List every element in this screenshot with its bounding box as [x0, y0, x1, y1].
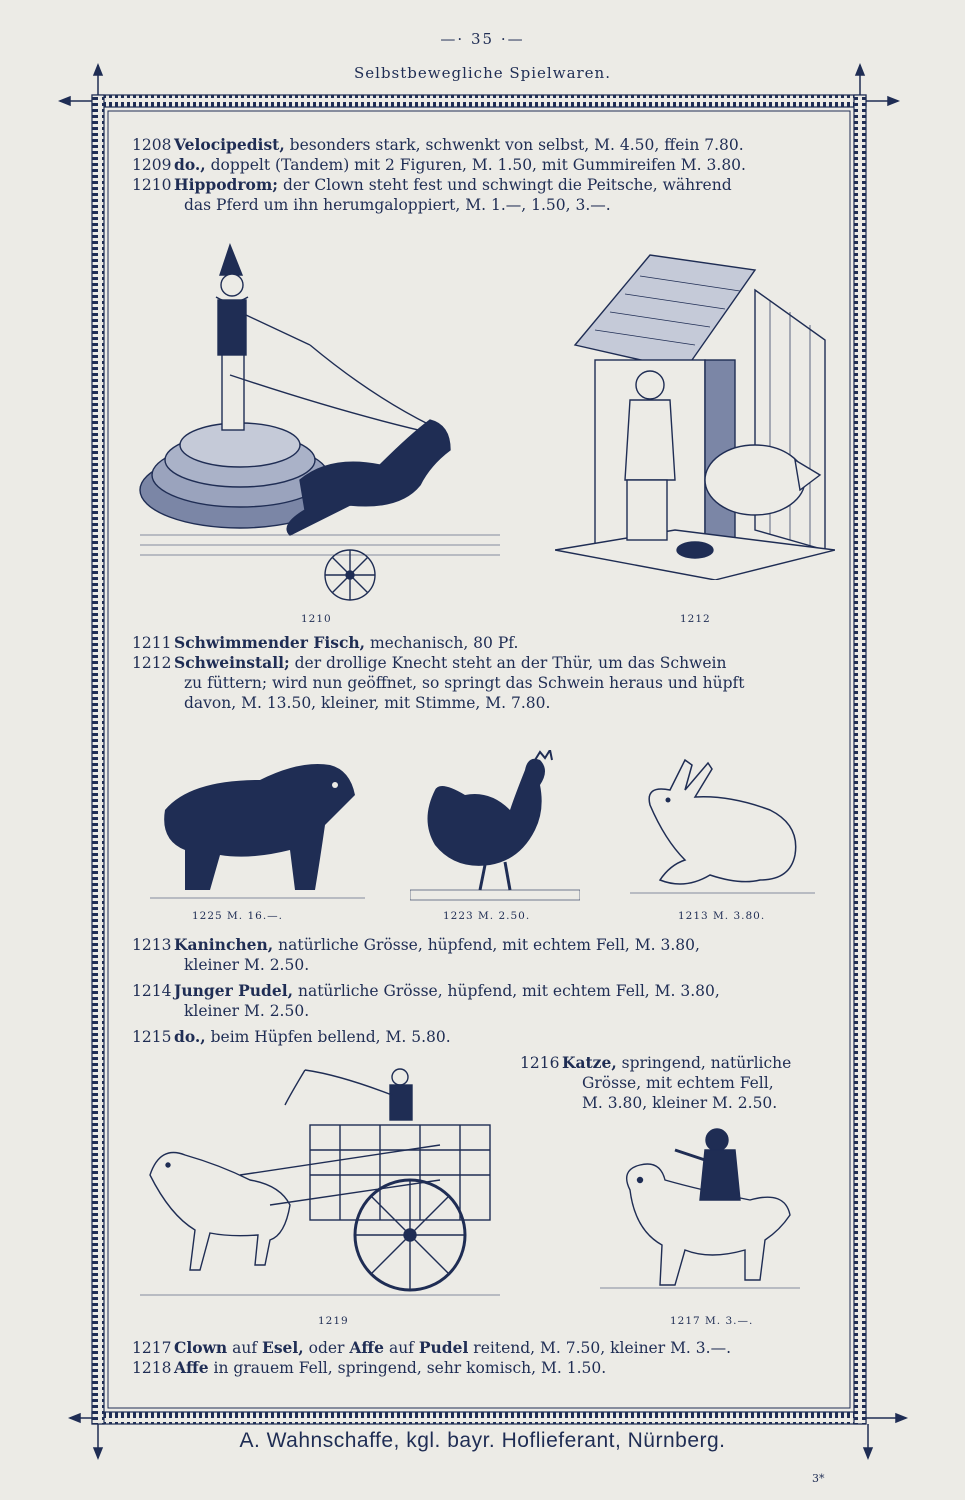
rabbit-illustration — [630, 755, 815, 900]
caption-1225: 1225 M. 16.—. — [192, 910, 284, 922]
signature-mark: 3* — [812, 1472, 825, 1485]
bear-illustration — [150, 740, 365, 905]
caption-1212: 1212 — [680, 613, 711, 625]
entry-1217: 1217 Clown auf Esel, oder Affe auf Pudel reitend, M. 7.50, kleiner M. 3.—. — [132, 1338, 732, 1357]
caption-1219: 1219 — [318, 1315, 349, 1327]
entry-1211: 1211 Schwimmender Fisch, mechanisch, 80 Pf. — [132, 633, 519, 652]
entries-top — [132, 135, 842, 215]
donkey-cart-illustration — [140, 1065, 500, 1310]
publisher-imprint: A. Wahnschaffe, kgl. bayr. Hoflieferant, Nürnberg. — [239, 1429, 726, 1452]
pigsty-illustration — [555, 250, 835, 580]
entry-1214: 1214 Junger Pudel, natürliche Grösse, hüpfend, mit echtem Fell, M. 3.80, kleiner M. 2.50. — [132, 981, 720, 1020]
caption-1213: 1213 M. 3.80. — [678, 910, 766, 922]
hippodrome-illustration — [130, 235, 510, 605]
page-number: —· 35 ·— — [440, 30, 525, 48]
entry-1209: 1209 do., doppelt (Tandem) mit 2 Figuren, M. 1.50, mit Gummireifen M. 3.80. — [132, 155, 746, 174]
entries-mid — [132, 633, 842, 713]
entry-1216: 1216 Katze, springend, natürliche Grösse, mit echtem Fell, M. 3.80, kleiner M. 2.50. — [520, 1053, 792, 1112]
entries-low — [132, 935, 842, 1047]
caption-1210: 1210 — [301, 613, 332, 625]
caption-1223: 1223 M. 2.50. — [443, 910, 531, 922]
entry-1213: 1213 Kaninchen, natürliche Grösse, hüpfend, mit echtem Fell, M. 3.80, kleiner M. 2.50. — [132, 935, 700, 974]
entry-1212: 1212 Schweinstall; der drollige Knecht steht an der Thür, um das Schwein zu füttern; wird nun geöffnet, so springt das Schwein heraus und hüpft davon, M. 13.50, kleiner, mit Stimme, M. 7.80. — [132, 653, 745, 712]
running-head: Selbstbewegliche Spielwaren. — [354, 64, 611, 82]
caption-1217: 1217 M. 3.—. — [670, 1315, 754, 1327]
entry-1208: 1208 Velocipedist, besonders stark, schwenkt von selbst, M. 4.50, ffein 7.80. — [132, 135, 744, 154]
entries-bottom — [132, 1338, 842, 1378]
entry-1215: 1215 do., beim Hüpfen bellend, M. 5.80. — [132, 1027, 451, 1046]
rooster-illustration — [410, 750, 580, 905]
entry-1218: 1218 Affe in grauem Fell, springend, sehr komisch, M. 1.50. — [132, 1358, 607, 1377]
entry-1210: 1210 Hippodrom; der Clown steht fest und schwingt die Peitsche, während das Pferd um ihn herumgaloppiert, M. 1.—, 1.50, 3.—. — [132, 175, 732, 214]
poodle-monkey-illustration — [600, 1120, 800, 1295]
